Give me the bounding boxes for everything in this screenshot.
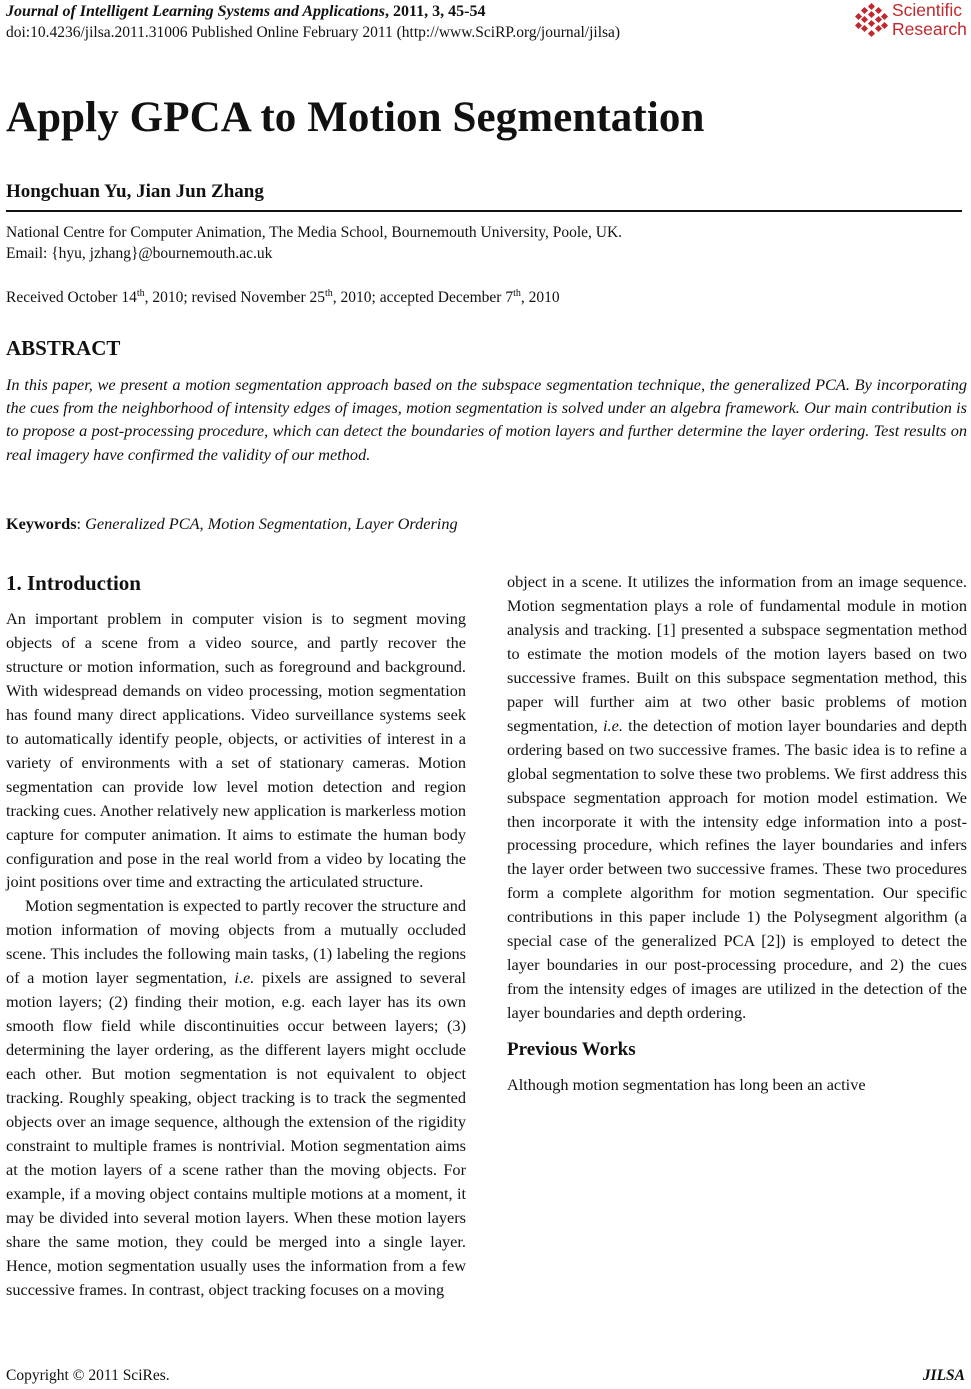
paragraph-2-ie: i.e. (234, 968, 255, 988)
accepted-part: , 2010; accepted December 7 (332, 289, 514, 307)
column-left (6, 607, 466, 1302)
title-divider (6, 210, 962, 212)
keywords-list: Generalized PCA, Motion Segmentation, Layer Ordering (85, 514, 458, 533)
keywords-separator: : (76, 514, 86, 533)
abstract-heading: ABSTRACT (6, 336, 121, 360)
publisher-logo-icon (855, 3, 889, 39)
paragraph-2-continued (507, 570, 967, 1025)
paragraph-2-part-a: Motion segmentation is expected to partly recover the structure and motion information of moving objects from a mutually occluded scene. This includes the following main tasks, (1) labeling the regions of a motion layer segmentation, (6, 896, 466, 988)
paragraph-2 (6, 894, 466, 1301)
paragraph-2-continued-text: object in a scene. It utilizes the information from an image sequence. Motion segmentation plays a role of fundamental module in motion analysis and tracking. [1] presented a subspace segmentation method to estimate the motion models of the motion layers based on two successive frames. Built on this subspace segmentation method, this paper will further aim at two other basic problems of motion segmentation, (507, 572, 967, 735)
column-right (507, 570, 967, 1097)
section-heading-introduction: 1. Introduction (6, 571, 141, 595)
logo-line-2: Research (892, 19, 967, 39)
paragraph-1: An important problem in computer vision is to segment moving objects of a scene from a video source, and partly recover the structure or motion information, such as foreground and background. With widespread demands on video processing, motion segmentation has found many direct applications. Video surveillance systems seek to automatically identify people, objects, or activities of interest in a variety of environments with a set of stationary cameras. Motion segmentation can provide low level motion detection and region tracking cues. Another relatively new application is markerless motion capture for computer animation. It aims to estimate the human body configuration and pose in the real world from a video by locating the joint positions over time and extracting the articulated structure. (6, 609, 466, 892)
subsection-heading-previous-works: Previous Works (507, 1039, 636, 1061)
paragraph-3: Although motion segmentation has long been an active (507, 1075, 866, 1095)
accepted-sup: th (513, 288, 521, 299)
affiliation: National Centre for Computer Animation, The Media School, Bournemouth University, Poole, UK. (6, 224, 623, 241)
footer-copyright: Copyright © 2011 SciRes. (6, 1367, 170, 1384)
paragraph-2-part-c: the detection of motion layer boundaries and depth ordering based on two successive frames. The basic idea is to refine a global segmentation to solve these two problems. We first address this subspace segmentation approach for motion model estimation. We then incorporate it with the intensity edge information into a post-processing procedure, which refines the layer boundaries and infers the layer order between two successive frames. These two procedures form a complete algorithm for motion segmentation. Our specific contributions in this paper include 1) the Polysegment algorithm (a special case of the generalized PCA [2]) is employed to detect the layer boundaries in our post-processing procedure, and 2) the cues from the intensity edges of images are utilized in the detection of the layer boundaries and depth ordering. (507, 715, 967, 1023)
journal-citation (6, 2, 485, 21)
received-part: Received October 14 (6, 289, 137, 307)
abstract-text: In this paper, we present a motion segmentation approach based on the subspace segmentation technique, the generalized PCA. By incorporating the cues from the neighborhood of intensity edges of images, motion segmentation is solved under an algebra framework. Our main contribution is to propose a post-processing procedure, which can detect the boundaries of motion layers and further determine the layer ordering. Test results on real imagery have confirmed the validity of our method. (6, 375, 967, 464)
journal-volume: , 2011, 3, 45-54 (385, 3, 486, 20)
paper-title: Apply GPCA to Motion Segmentation (6, 94, 705, 141)
revised-sup: th (325, 288, 333, 299)
keywords (6, 513, 458, 535)
year-part: , 2010 (520, 289, 560, 307)
doi-line: doi:10.4236/jilsa.2011.31006 Published Online February 2011 (http://www.SciRP.org/journal/jilsa) (6, 24, 621, 41)
paper-authors: Hongchuan Yu, Jian Jun Zhang (6, 181, 264, 202)
logo-line-1: Scientific (892, 0, 963, 20)
revised-part: , 2010; revised November 25 (144, 289, 325, 307)
received-dates (6, 284, 560, 308)
journal-name: Journal of Intelligent Learning Systems and Applications (6, 3, 386, 20)
keywords-label: Keywords (6, 514, 77, 533)
publisher-logo-text (892, 1, 967, 39)
email: Email: {hyu, jzhang}@bournemouth.ac.uk (6, 245, 273, 262)
footer-journal-abbr: JILSA (922, 1367, 965, 1384)
paragraph-2-part-b: pixels are assigned to several motion layers; (2) finding their motion, e.g. each layer has its own smooth flow field while discontinuities occur between layers; (3) determining the layer ordering, as the different layers might occlude each other. But motion segmentation is not equivalent to object tracking. Roughly speaking, object tracking is to track the segmented objects over an image sequence, although the extension of the rigidity constraint to multiple frames is nontrivial. Motion segmentation aims at the motion layers of a scene rather than the moving objects. For example, if a moving object contains multiple motions at a moment, it may be divided into several motion layers. When these motion layers share the same motion, they could be merged into a single layer. Hence, motion segmentation usually uses the information from a few successive frames. In contrast, object tracking focuses on a moving (6, 968, 466, 1299)
received-sup: th (136, 288, 145, 299)
paragraph-2-ie-2: i.e. (603, 715, 623, 735)
publisher-logo (855, 1, 971, 43)
